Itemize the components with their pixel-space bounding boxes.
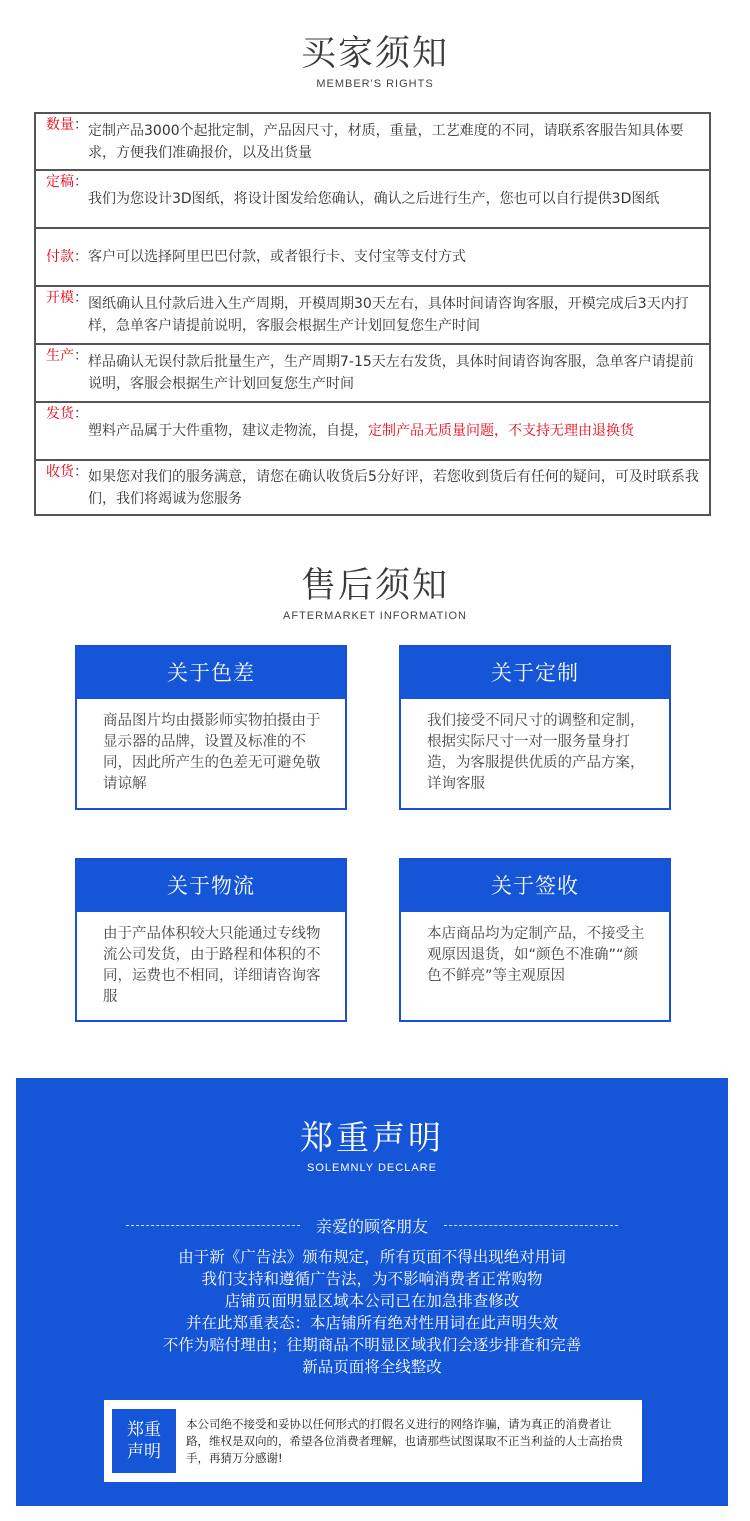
row-text: 图纸确认且付款后进入生产周期，开模周期30天左右，具体时间请咨询客服，开模完成后3天内打样，急单客户请提前说明，客服会根据生产计划回复您生产时间	[88, 296, 689, 334]
greeting-divider	[126, 1214, 618, 1237]
rights-row-payment: 付款 ： 客户可以选择阿里巴巴付款，或者银行卡、支付宝等支付方式	[36, 229, 709, 287]
dashed-divider	[444, 1225, 618, 1226]
row-text: 我们为您设计3D图纸，将设计图发给您确认，确认之后进行生产，您也可以自行提供3D图纸	[88, 191, 660, 207]
after-box-signing	[399, 858, 671, 1022]
declare-title-en: SOLEMNLY DECLARE	[307, 1162, 437, 1174]
buyer-title-en: MEMBER'S RIGHTS	[316, 78, 434, 90]
row-text-highlight: 定制产品无质量问题，不支持无理由退换货	[368, 423, 634, 439]
box-heading: 关于物流	[77, 860, 345, 912]
after-box-logistics	[75, 858, 347, 1022]
rights-row-mold: 开模 ： 图纸确认且付款后进入生产周期，开模周期30天左右，具体时间请咨询客服，开模完成后3天内打样，急单客户请提前说明，客服会根据生产计划回复您生产时间	[36, 287, 709, 345]
after-section-title	[0, 566, 750, 622]
rights-row-production: 生产 ： 样品确认无误付款后批量生产，生产周期7-15天左右发货，具体时间请咨询客服，急单客户请提前说明，客服会根据生产计划回复您生产时间	[36, 345, 709, 403]
declare-line: 我们支持和遵循广告法，为不影响消费者正常购物	[201, 1270, 543, 1288]
buyer-section-title	[0, 34, 750, 90]
after-box-color	[75, 645, 347, 810]
declaration-panel	[16, 1078, 728, 1506]
after-box-custom	[399, 645, 671, 810]
declaration-text	[16, 1246, 728, 1378]
declare-line: 新品页面将全线整改	[302, 1358, 442, 1376]
box-heading: 关于色差	[77, 647, 345, 699]
row-text: 样品确认无误付款后批量生产，生产周期7-15天左右发货，具体时间请咨询客服，急单客户请提前说明，客服会根据生产计划回复您生产时间	[88, 354, 694, 392]
row-label: 收货	[46, 464, 74, 480]
row-text-normal: 塑料产品属于大件重物，建议走物流，自提，	[88, 423, 368, 439]
greeting: 亲爱的顾客朋友	[316, 1217, 429, 1236]
declare-line: 不作为赔付理由；往期商品不明显区域我们会逐步排查和完善	[162, 1336, 582, 1354]
declare-line: 由于新《广告法》颁布规定，所有页面不得出现绝对用词	[178, 1248, 566, 1266]
row-text: 客户可以选择阿里巴巴付款，或者银行卡、支付宝等支付方式	[88, 249, 466, 265]
box-body: 我们接受不同尺寸的调整和定制，根据实际尺寸一对一服务量身打造，为客服提供优质的产品方案，详询客服	[427, 713, 645, 792]
box-body: 由于产品体积较大只能通过专线物流公司发货，由于路程和体积的不同，运费也不相同，详细请咨询客服	[103, 926, 321, 1005]
declare-badge	[112, 1409, 176, 1473]
row-text: 定制产品3000个起批定制，产品因尺寸，材质，重量，工艺难度的不同，请联系客服告知具体要求，方便我们准确报价，以及出货量	[88, 122, 684, 161]
row-label: 定稿	[46, 174, 74, 190]
rights-row-quantity: 数量 ： 定制产品3000个起批定制，产品因尺寸，材质，重量，工艺难度的不同，请联系客服告知具体要求，方便我们准确报价，以及出货量	[36, 114, 709, 171]
row-label: 发货	[46, 406, 74, 422]
box-heading: 关于签收	[401, 860, 669, 912]
buyer-rights-table	[34, 112, 711, 516]
box-heading: 关于定制	[401, 647, 669, 699]
rights-row-receipt: 收货 ： 如果您对我们的服务满意，请您在确认收货后5分好评，若您收到货后有任何的疑问，可及时联系我们，我们将竭诚为您服务	[36, 461, 709, 514]
box-body: 商品图片均由摄影师实物拍摄由于显示器的品牌，设置及标准的不同，因此所产生的色差无可避免敬请谅解	[103, 713, 321, 792]
dashed-divider	[126, 1225, 300, 1226]
declare-title-cn: 郑重声明	[300, 1118, 444, 1157]
declare-line: 并在此郑重表态：本店铺所有绝对性用词在此声明失效	[185, 1314, 558, 1332]
anti-fraud-notice	[104, 1400, 642, 1482]
row-text	[88, 420, 699, 442]
row-label: 开模	[46, 290, 74, 306]
declare-line: 店铺页面明显区域本公司已在加急排查修改	[224, 1292, 520, 1310]
after-title-cn: 售后须知	[300, 566, 449, 606]
box-body: 本店商品均为定制产品，不接受主观原因退货，如“颜色不准确”“颜色不鲜亮”等主观原因	[427, 926, 645, 984]
after-title-en: AFTERMARKET INFORMATION	[283, 610, 467, 622]
notice-text: 本公司绝不接受和妥协以任何形式的打假名义进行的网络诈骗，请为真正的消费者让路，维权是双向的，希望各位消费者理解，也请那些试图谋取不正当利益的人士高抬贵手，再猜万分感谢!	[186, 1416, 623, 1465]
row-label: 付款	[46, 249, 74, 265]
badge-line: 郑重	[127, 1420, 161, 1440]
row-label: 生产	[46, 348, 74, 364]
rights-row-shipping: 发货 ： 塑料产品属于大件重物，建议走物流，自提，定制产品无质量问题，不支持无理由退换货	[36, 403, 709, 461]
row-text: 如果您对我们的服务满意，请您在确认收货后5分好评，若您收到货后有任何的疑问，可及时联系我们，我们将竭诚为您服务	[88, 468, 699, 507]
buyer-title-cn: 买家须知	[300, 34, 449, 74]
row-label: 数量	[46, 117, 74, 133]
badge-line: 声明	[127, 1442, 161, 1462]
rights-row-draft: 定稿 ： 我们为您设计3D图纸，将设计图发给您确认，确认之后进行生产，您也可以自行提供3D图纸	[36, 171, 709, 229]
